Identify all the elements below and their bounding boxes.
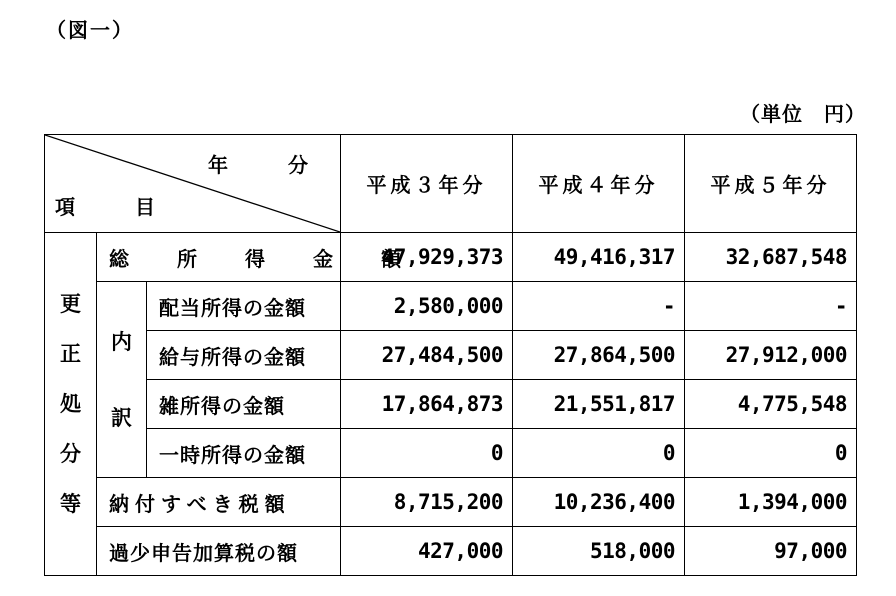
table-cell: 518,000: [513, 527, 685, 576]
table-row: [45, 380, 857, 429]
table-cell: 27,912,000: [685, 331, 857, 380]
row-label: 総 所 得 金 額: [97, 233, 341, 282]
table-cell: 27,484,500: [341, 331, 513, 380]
table-cell: 427,000: [341, 527, 513, 576]
income-table: [44, 134, 857, 576]
group-label-stack: [60, 279, 81, 529]
column-header-h4: 平成４年分: [513, 135, 685, 233]
row-label: 過少申告加算税の額: [97, 527, 341, 576]
table-cell: 27,864,500: [513, 331, 685, 380]
column-header-h5: 平成５年分: [685, 135, 857, 233]
row-label: 納付すべき税額: [97, 478, 341, 527]
sub-group-char: 内: [111, 329, 132, 354]
header-year-label: 年 分: [208, 153, 329, 177]
table-cell: -: [685, 282, 857, 331]
header-item-label: 項 目: [55, 195, 175, 219]
header-row: [45, 135, 857, 233]
table-cell: 2,580,000: [341, 282, 513, 331]
table-cell: 49,416,317: [513, 233, 685, 282]
income-table-container: [44, 134, 856, 574]
table-cell: 0: [513, 429, 685, 478]
column-header-h3: 平成３年分: [341, 135, 513, 233]
table-row: [45, 331, 857, 380]
table-cell: 10,236,400: [513, 478, 685, 527]
table-cell: 8,715,200: [341, 478, 513, 527]
table-cell: 4,775,548: [685, 380, 857, 429]
table-row: [45, 478, 857, 527]
group-label-char: 処: [60, 392, 81, 416]
table-cell: 32,687,548: [685, 233, 857, 282]
group-label-char: 分: [60, 442, 81, 466]
table-cell: 1,394,000: [685, 478, 857, 527]
group-label-cell: [45, 233, 97, 576]
table-cell: 0: [341, 429, 513, 478]
sub-group-label-stack: [111, 323, 132, 437]
diagonal-header-cell: [45, 135, 341, 233]
table-cell: 17,864,873: [341, 380, 513, 429]
unit-label: （単位 円）: [740, 102, 866, 126]
group-label-char: 正: [60, 342, 81, 366]
table-row: [45, 233, 857, 282]
sub-group-label-cell: [97, 282, 147, 478]
table-cell: -: [513, 282, 685, 331]
table-cell: 21,551,817: [513, 380, 685, 429]
row-label: 給与所得の金額: [147, 331, 341, 380]
row-label: 一時所得の金額: [147, 429, 341, 478]
table-row: [45, 527, 857, 576]
table-row: [45, 429, 857, 478]
group-label-char: 等: [60, 492, 81, 516]
row-label: 配当所得の金額: [147, 282, 341, 331]
table-cell: 0: [685, 429, 857, 478]
group-label-char: 更: [60, 292, 81, 316]
table-cell: 47,929,373: [341, 233, 513, 282]
row-label: 雑所得の金額: [147, 380, 341, 429]
sub-group-char: 訳: [111, 405, 132, 430]
table-cell: 97,000: [685, 527, 857, 576]
figure-label: （図一）: [46, 18, 134, 42]
table-row: [45, 282, 857, 331]
